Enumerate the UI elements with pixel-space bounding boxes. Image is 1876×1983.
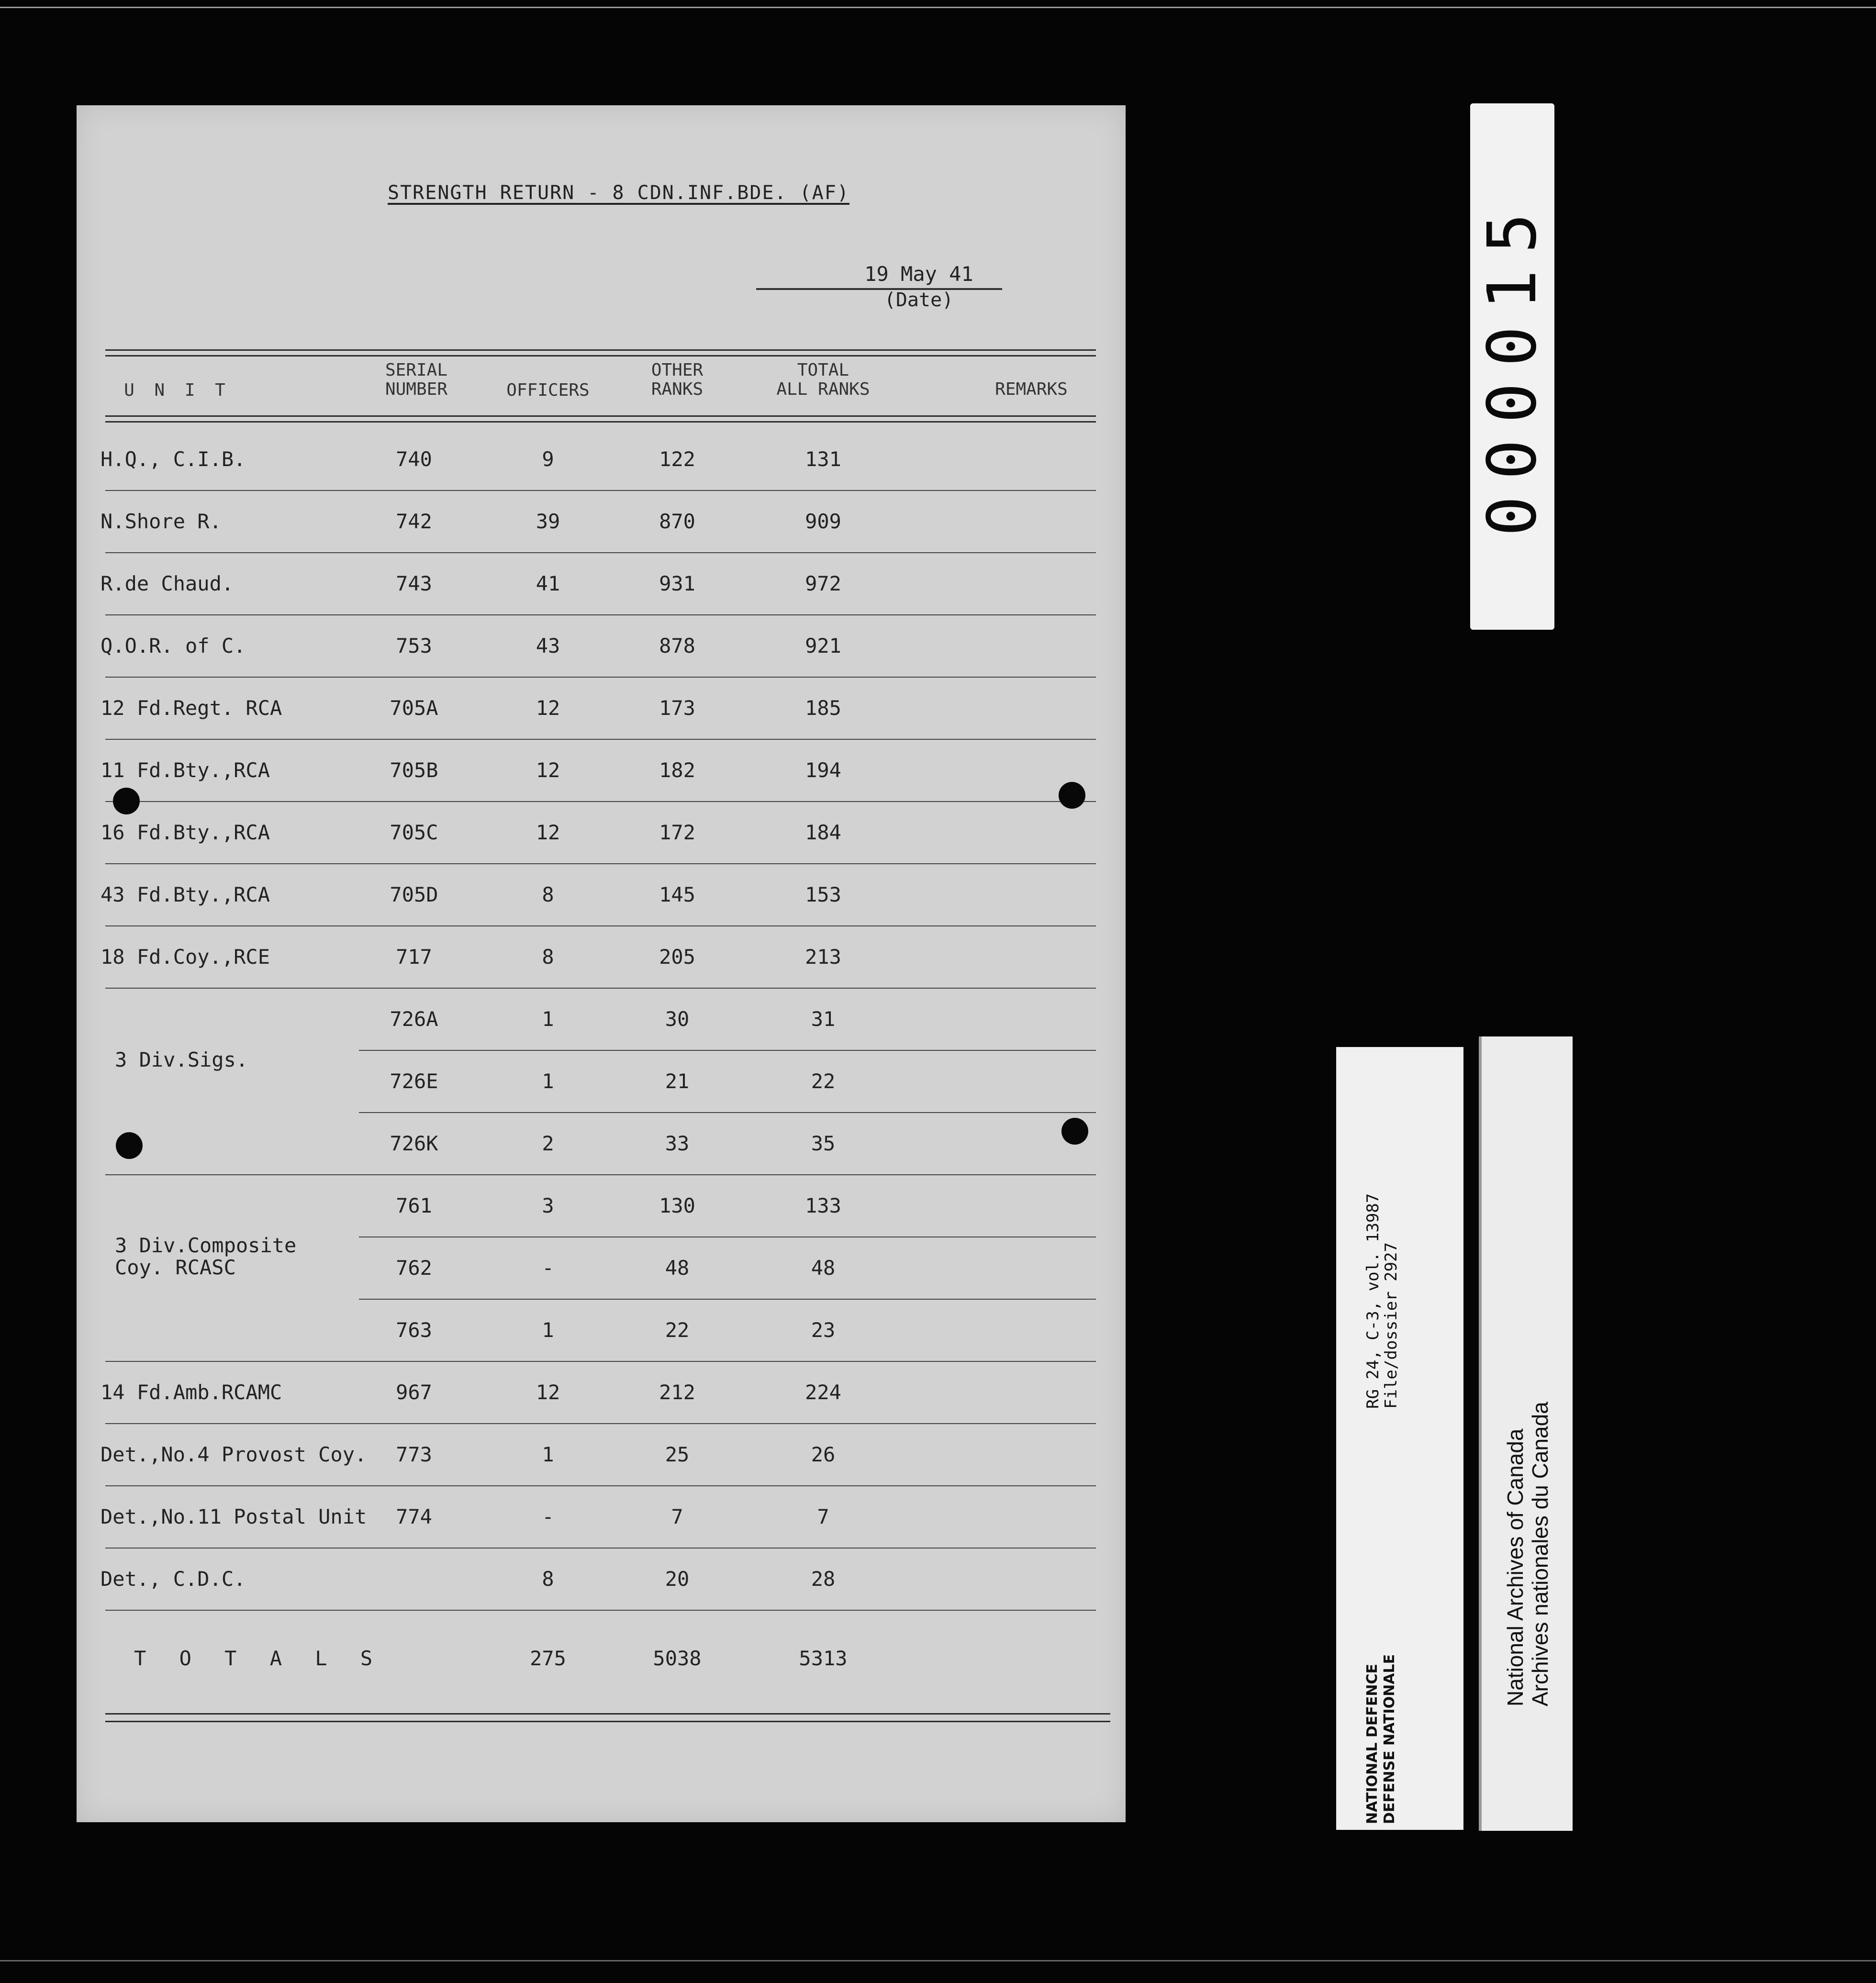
punch-hole — [1061, 1118, 1088, 1145]
table-row — [77, 801, 1126, 863]
table-row — [77, 1423, 1126, 1485]
row-total: 22 — [811, 1069, 836, 1093]
totals-row — [77, 1627, 1126, 1689]
archives-text — [1503, 1228, 1552, 1706]
table-row — [77, 988, 1126, 1050]
table-row — [77, 1485, 1126, 1548]
table-row — [77, 739, 1126, 801]
row-serial: 717 — [396, 945, 432, 969]
table-row — [77, 863, 1126, 925]
table-row — [77, 428, 1126, 490]
archives-line1: National Archives of Canada — [1503, 1428, 1528, 1706]
frame-number: 000015 — [1473, 197, 1552, 536]
department-text — [1364, 1575, 1398, 1824]
row-unit: 18 Fd.Coy.,RCE — [100, 945, 270, 969]
row-serial: 726E — [390, 1069, 438, 1093]
header-other-ranks — [627, 361, 727, 399]
header-remarks: REMARKS — [995, 379, 1068, 399]
row-unit: 12 Fd.Regt. RCA — [100, 696, 282, 720]
row-officers: 43 — [536, 634, 560, 657]
row-total: 31 — [811, 1007, 836, 1031]
row-officers: - — [542, 1256, 554, 1280]
row-other-ranks: 145 — [659, 882, 695, 906]
row-other-ranks: 33 — [665, 1131, 690, 1155]
row-serial — [373, 1548, 455, 1610]
row-other-ranks: 931 — [659, 571, 695, 595]
row-serial: 740 — [396, 447, 432, 471]
row-unit: Q.O.R. of C. — [100, 634, 246, 657]
row-total: 23 — [811, 1318, 836, 1342]
totals-rule-2 — [105, 1721, 1110, 1722]
row-total: 153 — [805, 882, 841, 906]
table-row — [77, 552, 1126, 614]
row-unit: 16 Fd.Bty.,RCA — [100, 820, 270, 844]
table-row — [77, 1050, 1126, 1112]
row-rule — [105, 1610, 1096, 1611]
row-total: 131 — [805, 447, 841, 471]
row-serial: 705C — [390, 820, 438, 844]
table-row — [77, 677, 1126, 739]
row-other-ranks: 878 — [659, 634, 695, 657]
table-row — [77, 1174, 1126, 1237]
department-line2: DEFENSE NATIONALE — [1381, 1654, 1398, 1824]
row-total: 133 — [805, 1193, 841, 1217]
row-officers: 12 — [536, 696, 560, 720]
row-total: 35 — [811, 1131, 836, 1155]
row-officers: 9 — [542, 447, 554, 471]
row-officers: 41 — [536, 571, 560, 595]
row-total: 185 — [805, 696, 841, 720]
row-serial: 774 — [396, 1504, 432, 1528]
row-other-ranks: 21 — [665, 1069, 690, 1093]
header-other-line2: RANKS — [651, 379, 704, 399]
header-total-line1: TOTAL — [797, 360, 849, 380]
row-serial: 762 — [396, 1256, 432, 1280]
punch-hole — [1059, 782, 1085, 809]
row-other-ranks: 20 — [665, 1567, 690, 1591]
header-serial — [368, 361, 464, 399]
row-serial: 705D — [390, 882, 438, 906]
totals-officers: 275 — [530, 1646, 566, 1670]
header-serial-line1: SERIAL — [385, 360, 448, 380]
row-unit: R.de Chaud. — [100, 571, 234, 595]
row-other-ranks: 130 — [659, 1193, 695, 1217]
row-other-ranks: 30 — [665, 1007, 690, 1031]
row-other-ranks: 870 — [659, 509, 695, 533]
row-total: 972 — [805, 571, 841, 595]
reference-text — [1364, 1055, 1400, 1409]
table-row — [77, 1234, 1126, 1299]
row-officers: - — [542, 1504, 554, 1528]
header-unit: U N I T — [124, 380, 230, 400]
totals-rule-1 — [105, 1713, 1110, 1715]
row-serial: 763 — [396, 1318, 432, 1342]
group-name-line2: Coy. RCASC — [115, 1256, 236, 1279]
row-total: 194 — [805, 758, 841, 782]
row-officers: 8 — [542, 1567, 554, 1591]
table-row — [77, 1112, 1126, 1174]
row-serial: 967 — [396, 1380, 432, 1404]
row-serial: 705A — [390, 696, 438, 720]
table-row — [77, 1299, 1126, 1361]
header-rule-top-1 — [105, 349, 1096, 351]
document-page — [77, 105, 1126, 1822]
header-other-line1: OTHER — [651, 360, 704, 380]
row-unit: N.Shore R. — [100, 509, 222, 533]
row-serial: 753 — [396, 634, 432, 657]
totals-total: 5313 — [799, 1646, 848, 1670]
row-serial: 773 — [396, 1442, 432, 1466]
row-officers: 1 — [542, 1007, 554, 1031]
group-name-signals: 3 Div.Sigs. — [115, 1048, 248, 1071]
frame-number-tab — [1470, 103, 1554, 630]
punch-hole — [113, 788, 140, 814]
header-officers: OFFICERS — [506, 380, 590, 400]
row-total: 224 — [805, 1380, 841, 1404]
header-total-line2: ALL RANKS — [776, 379, 870, 399]
reference-line1: RG 24, C-3, vol. 13987 — [1363, 1193, 1383, 1409]
row-total: 26 — [811, 1442, 836, 1466]
archives-canada-label — [1479, 1036, 1573, 1831]
row-officers: 2 — [542, 1131, 554, 1155]
table-row — [77, 1548, 1126, 1610]
document-title: STRENGTH RETURN - 8 CDN.INF.BDE. (AF) — [388, 182, 850, 204]
header-rule-bottom-1 — [105, 415, 1096, 417]
row-other-ranks: 205 — [659, 945, 695, 969]
row-officers: 3 — [542, 1193, 554, 1217]
table-row — [77, 614, 1126, 677]
row-other-ranks: 122 — [659, 447, 695, 471]
row-total: 184 — [805, 820, 841, 844]
row-officers: 1 — [542, 1318, 554, 1342]
row-total: 213 — [805, 945, 841, 969]
row-other-ranks: 25 — [665, 1442, 690, 1466]
row-total: 7 — [817, 1504, 829, 1528]
row-officers: 1 — [542, 1442, 554, 1466]
date-label: (Date) — [884, 289, 954, 311]
row-other-ranks: 173 — [659, 696, 695, 720]
bottom-border-line — [0, 1960, 1876, 1961]
row-other-ranks: 48 — [665, 1256, 690, 1280]
row-officers: 12 — [536, 820, 560, 844]
table-row — [77, 925, 1126, 988]
row-total: 921 — [805, 634, 841, 657]
row-serial: 726K — [390, 1131, 438, 1155]
row-total: 909 — [805, 509, 841, 533]
row-unit: Det.,No.4 Provost Coy. — [100, 1442, 367, 1466]
row-officers: 12 — [536, 758, 560, 782]
archives-line2: Archives nationales du Canada — [1528, 1402, 1552, 1706]
top-border-line — [0, 7, 1876, 8]
row-unit: Det.,No.11 Postal Unit — [100, 1504, 367, 1528]
row-officers: 12 — [536, 1380, 560, 1404]
row-serial: 743 — [396, 571, 432, 595]
reference-line2: File/dossier 2927 — [1382, 1242, 1401, 1409]
table-row — [77, 1361, 1126, 1423]
row-total: 48 — [811, 1256, 836, 1280]
totals-other-ranks: 5038 — [653, 1646, 702, 1670]
row-officers: 39 — [536, 509, 560, 533]
row-serial: 705B — [390, 758, 438, 782]
row-unit: Det., C.D.C. — [100, 1567, 246, 1591]
group-name-line1: 3 Div.Composite — [115, 1234, 297, 1257]
header-rule-top-2 — [105, 355, 1096, 356]
row-other-ranks: 212 — [659, 1380, 695, 1404]
row-serial: 761 — [396, 1193, 432, 1217]
row-serial: 742 — [396, 509, 432, 533]
row-officers: 1 — [542, 1069, 554, 1093]
row-other-ranks: 22 — [665, 1318, 690, 1342]
row-serial: 726A — [390, 1007, 438, 1031]
row-officers: 8 — [542, 945, 554, 969]
punch-hole — [116, 1132, 143, 1159]
row-unit: 14 Fd.Amb.RCAMC — [100, 1380, 282, 1404]
row-unit: H.Q., C.I.B. — [100, 447, 246, 471]
table-row — [77, 490, 1126, 552]
archive-reference-label — [1336, 1047, 1463, 1830]
date-value: 19 May 41 — [864, 262, 973, 286]
row-officers: 8 — [542, 882, 554, 906]
row-other-ranks: 7 — [671, 1504, 683, 1528]
row-total: 28 — [811, 1567, 836, 1591]
header-total — [766, 361, 881, 399]
row-other-ranks: 172 — [659, 820, 695, 844]
department-line1: NATIONAL DEFENCE — [1364, 1663, 1381, 1824]
header-serial-line2: NUMBER — [385, 379, 448, 399]
row-other-ranks: 182 — [659, 758, 695, 782]
row-unit: 43 Fd.Bty.,RCA — [100, 882, 270, 906]
row-unit: 11 Fd.Bty.,RCA — [100, 758, 270, 782]
header-rule-bottom-2 — [105, 421, 1096, 423]
totals-label: T O T A L S — [134, 1646, 383, 1670]
